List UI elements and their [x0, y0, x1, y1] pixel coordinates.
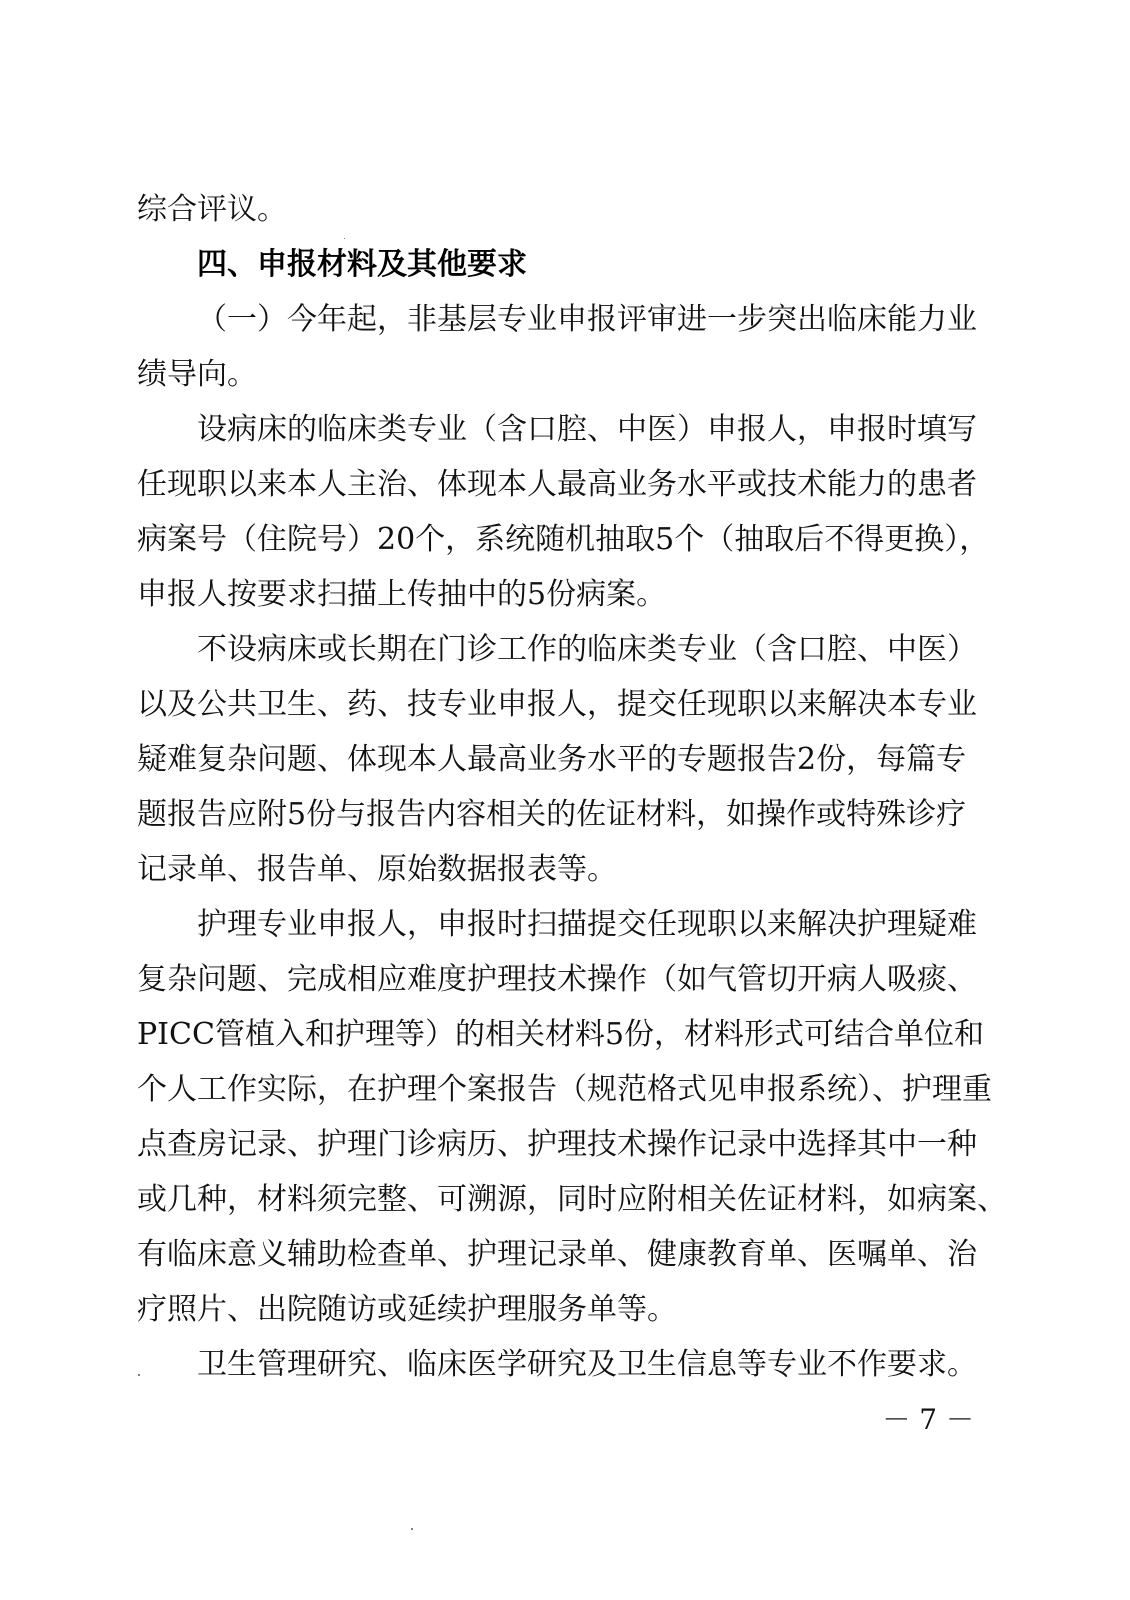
text-line-16: PICC管植入和护理等）的相关材料5份，材料形式可结合单位和 [137, 1017, 985, 1052]
text-line-18: 点查房记录、护理门诊病历、护理技术操作记录中选择其中一种 [137, 1127, 977, 1162]
text-line-6: 任现职以来本人主治、体现本人最高业务水平或技术能力的患者 [137, 467, 977, 502]
text-line-1: 综合评议。 [137, 192, 287, 227]
text-line-20: 有临床意义辅助检查单、护理记录单、健康教育单、医嘱单、治 [137, 1237, 977, 1272]
scan-speck [344, 238, 345, 239]
text-line-5: 设病床的临床类专业（含口腔、中医）申报人，申报时填写 [197, 412, 977, 447]
section-heading: 四、申报材料及其他要求 [197, 247, 527, 282]
text-line-14: 护理专业申报人，申报时扫描提交任现职以来解决护理疑难 [197, 907, 977, 942]
text-line-8: 申报人按要求扫描上传抽中的5份病案。 [137, 577, 667, 612]
text-line-21: 疗照片、出院随访或延续护理服务单等。 [137, 1292, 677, 1327]
text-line-3: （一）今年起，非基层专业申报评审进一步突出临床能力业 [197, 302, 977, 337]
text-line-15: 复杂问题、完成相应难度护理技术操作（如气管切开病人吸痰、 [137, 962, 977, 997]
text-line-22: 卫生管理研究、临床医学研究及卫生信息等专业不作要求。 [197, 1347, 977, 1382]
text-line-12: 题报告应附5份与报告内容相关的佐证材料，如操作或特殊诊疗 [137, 797, 967, 832]
text-line-19: 或几种，材料须完整、可溯源，同时应附相关佐证材料，如病案、 [137, 1182, 1007, 1217]
text-line-17: 个人工作实际，在护理个案报告（规范格式见申报系统）、护理重 [137, 1072, 992, 1107]
page-number: － 7 － [882, 1403, 974, 1436]
text-line-7: 病案号（住院号）20个，系统随机抽取5个（抽取后不得更换）， [137, 522, 990, 557]
text-line-4: 绩导向。 [137, 357, 257, 392]
text-line-9: 不设病床或长期在门诊工作的临床类专业（含口腔、中医） [197, 632, 977, 667]
scan-speck [411, 1528, 413, 1530]
scan-speck [138, 1374, 140, 1376]
text-line-10: 以及公共卫生、药、技专业申报人，提交任现职以来解决本专业 [137, 687, 977, 722]
text-line-13: 记录单、报告单、原始数据报表等。 [137, 852, 617, 887]
text-line-11: 疑难复杂问题、体现本人最高业务水平的专题报告2份，每篇专 [137, 742, 967, 777]
